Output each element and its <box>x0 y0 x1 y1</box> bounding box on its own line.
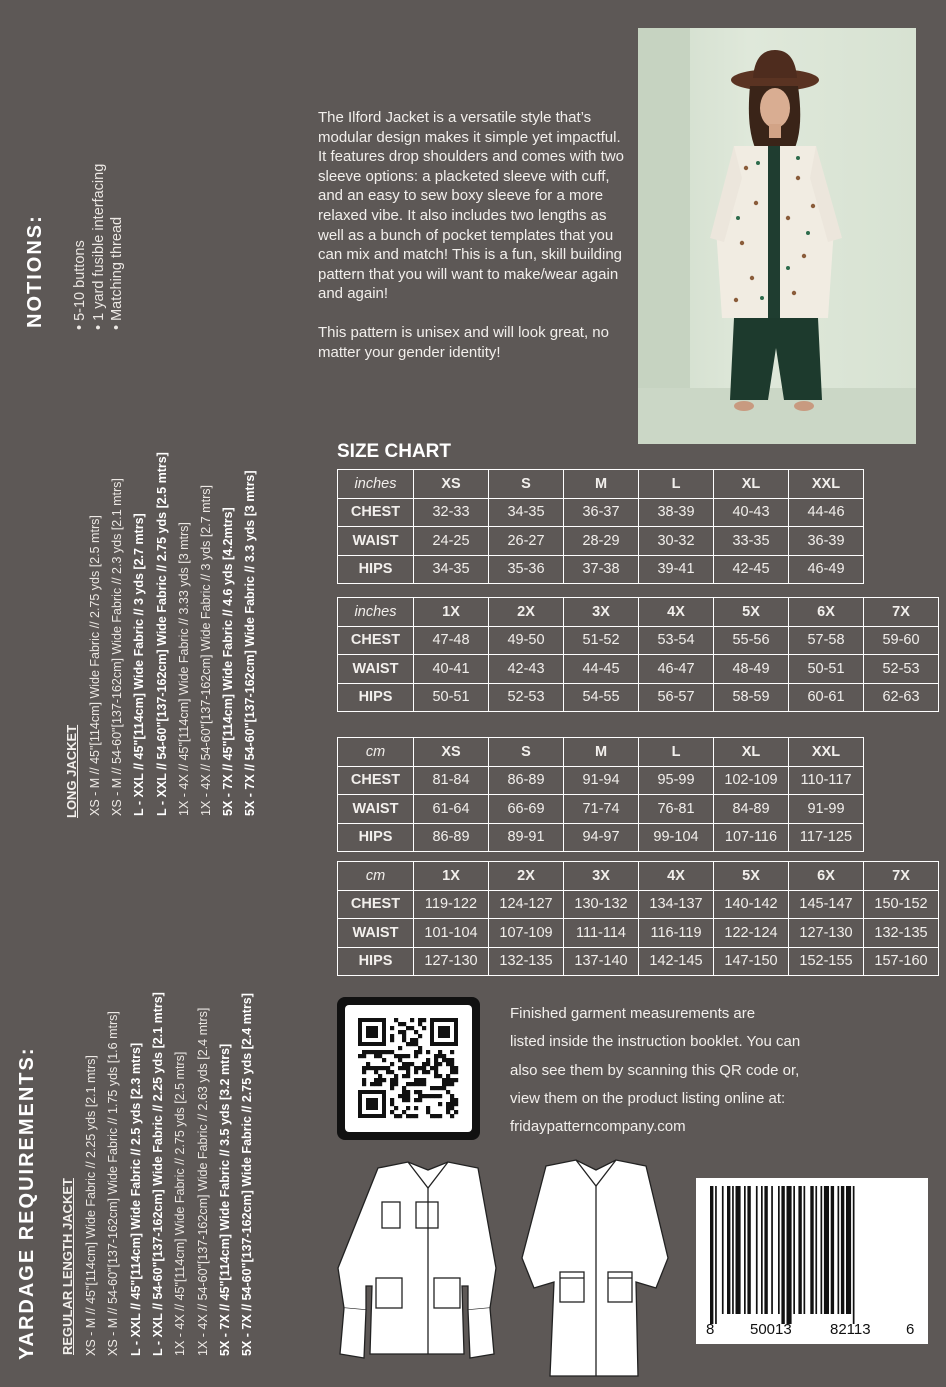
measurement-value: 76-81 <box>639 795 714 824</box>
model-photo <box>638 28 916 444</box>
measurement-value: 119-122 <box>414 890 489 919</box>
size-header: L <box>639 738 714 767</box>
measurement-value: 35-36 <box>489 555 564 584</box>
size-table <box>337 597 939 712</box>
measurement-value: 132-135 <box>489 947 564 976</box>
qr-code[interactable] <box>337 997 480 1140</box>
size-header: 4X <box>639 862 714 891</box>
measurement-value: 40-43 <box>714 498 789 527</box>
measurement-value: 101-104 <box>414 919 489 948</box>
measurement-value: 50-51 <box>414 683 489 712</box>
long-jacket-sketch <box>522 1160 668 1376</box>
long-yardage-line: 5X - 7X // 54-60"[137-162cm] Wide Fabric // 3.3 yds [3 mtrs] <box>243 470 258 816</box>
size-header: XS <box>414 738 489 767</box>
size-header: 4X <box>639 598 714 627</box>
measurement-value: 84-89 <box>714 795 789 824</box>
measurement-value: 107-109 <box>489 919 564 948</box>
barcode-digit-group-1: 50013 <box>750 1321 792 1338</box>
measurement-value: 71-74 <box>564 795 639 824</box>
size-header: 1X <box>414 598 489 627</box>
regular-yardage-line: XS - M // 45"[114cm] Wide Fabric // 2.25 yds [2.1 mtrs] <box>84 1055 98 1356</box>
measurement-value: 124-127 <box>489 890 564 919</box>
finished-measurements-note <box>510 1000 840 1141</box>
size-chart-title: SIZE CHART <box>337 441 451 462</box>
size-header: S <box>489 738 564 767</box>
measurement-value: 28-29 <box>564 527 639 556</box>
description-paragraph-1: The Ilford Jacket is a versatile style that’s modular design makes it simple yet impactful. It features drop shoulders and comes with two sleeve options: a placketed sleeve with cuff, and an easy to sew boxy sleeve for a more relaxed vibe. It also includes two lengths as well as a bunch of pocket templates that you can mix and match! This is a fun, skill building pattern that you will want to make/wear again and again! <box>318 109 624 303</box>
regular-yardage-line: 5X - 7X // 45"[114cm] Wide Fabric // 3.5 yds [3.2 mtrs] <box>217 1043 232 1356</box>
size-header: 1X <box>414 862 489 891</box>
measurement-value: 62-63 <box>864 683 939 712</box>
measurement-value: 39-41 <box>639 555 714 584</box>
size-table <box>337 737 864 852</box>
measurement-value: 107-116 <box>714 823 789 852</box>
measurement-value: 134-137 <box>639 890 714 919</box>
measurement-value: 42-45 <box>714 555 789 584</box>
unit-label: inches <box>338 470 414 499</box>
qr-pattern <box>345 1005 472 1132</box>
measurement-value: 38-39 <box>639 498 714 527</box>
size-header: 3X <box>564 862 639 891</box>
measurement-label: HIPS <box>338 947 414 976</box>
long-jacket-title: LONG JACKET <box>64 724 79 818</box>
measurement-value: 34-35 <box>489 498 564 527</box>
measurement-value: 145-147 <box>789 890 864 919</box>
size-header: 3X <box>564 598 639 627</box>
measurement-label: HIPS <box>338 555 414 584</box>
measurement-value: 46-47 <box>639 655 714 684</box>
size-header: M <box>564 738 639 767</box>
note-line: listed inside the instruction booklet. You can <box>510 1033 801 1051</box>
notion-item: • Matching thread <box>109 216 125 330</box>
measurement-value: 91-94 <box>564 766 639 795</box>
measurement-value: 132-135 <box>864 919 939 948</box>
measurement-label: CHEST <box>338 626 414 655</box>
measurement-value: 111-114 <box>564 919 639 948</box>
measurement-label: HIPS <box>338 823 414 852</box>
measurement-value: 66-69 <box>489 795 564 824</box>
size-header: 5X <box>714 862 789 891</box>
regular-yardage-line: 1X - 4X // 45"[114cm] Wide Fabric // 2.75 yds [2.5 mtrs] <box>173 1051 188 1356</box>
measurement-value: 102-109 <box>714 766 789 795</box>
measurement-label: HIPS <box>338 683 414 712</box>
measurement-label: CHEST <box>338 498 414 527</box>
measurement-value: 95-99 <box>639 766 714 795</box>
measurement-value: 86-89 <box>489 766 564 795</box>
barcode <box>696 1178 928 1344</box>
size-header: 7X <box>864 862 939 891</box>
measurement-value: 42-43 <box>489 655 564 684</box>
measurement-value: 86-89 <box>414 823 489 852</box>
note-line: also see them by scanning this QR code or, <box>510 1061 800 1079</box>
measurement-value: 56-57 <box>639 683 714 712</box>
measurement-label: WAIST <box>338 527 414 556</box>
measurement-value: 152-155 <box>789 947 864 976</box>
size-header: 7X <box>864 598 939 627</box>
measurement-label: WAIST <box>338 919 414 948</box>
measurement-value: 30-32 <box>639 527 714 556</box>
size-header: XXL <box>789 738 864 767</box>
size-header: XS <box>414 470 489 499</box>
measurement-value: 26-27 <box>489 527 564 556</box>
size-header: 6X <box>789 598 864 627</box>
measurement-value: 117-125 <box>789 823 864 852</box>
size-header: S <box>489 470 564 499</box>
measurement-value: 36-39 <box>789 527 864 556</box>
barcode-digit-check: 6 <box>906 1321 915 1338</box>
measurement-value: 60-61 <box>789 683 864 712</box>
barcode-digit-lead: 8 <box>706 1321 715 1338</box>
long-yardage-line: 1X - 4X // 45"[114cm] Wide Fabric // 3.33 yds [3 mtrs] <box>176 522 191 816</box>
measurement-value: 157-160 <box>864 947 939 976</box>
measurement-value: 51-52 <box>564 626 639 655</box>
measurement-value: 57-58 <box>789 626 864 655</box>
yardage-heading: YARDAGE REQUIREMENTS: <box>16 1046 38 1360</box>
measurement-value: 44-46 <box>789 498 864 527</box>
measurement-value: 52-53 <box>864 655 939 684</box>
measurement-label: WAIST <box>338 655 414 684</box>
unit-label: inches <box>338 598 414 627</box>
measurement-value: 140-142 <box>714 890 789 919</box>
measurement-value: 32-33 <box>414 498 489 527</box>
pattern-description <box>318 108 628 362</box>
measurement-value: 36-37 <box>564 498 639 527</box>
notion-item: • 5-10 buttons <box>72 240 88 330</box>
measurement-label: CHEST <box>338 890 414 919</box>
measurement-value: 110-117 <box>789 766 864 795</box>
size-table <box>337 469 864 584</box>
measurement-value: 127-130 <box>414 947 489 976</box>
measurement-value: 52-53 <box>489 683 564 712</box>
measurement-value: 54-55 <box>564 683 639 712</box>
notions-heading: NOTIONS: <box>24 214 46 328</box>
regular-yardage-line: L - XXL // 45"[114cm] Wide Fabric // 2.5 yds [2.3 mtrs] <box>128 1042 143 1356</box>
long-yardage-line: L - XXL // 45"[114cm] Wide Fabric // 3 yds [2.7 mtrs] <box>132 513 147 816</box>
measurement-value: 46-49 <box>789 555 864 584</box>
regular-yardage-line: XS - M // 54-60"[137-162cm] Wide Fabric // 1.75 yds [1.6 mtrs] <box>106 1011 121 1356</box>
size-header: 2X <box>489 598 564 627</box>
barcode-digit-group-2: 82113 <box>830 1321 871 1338</box>
regular-yardage-line: 1X - 4X // 54-60"[137-162cm] Wide Fabric // 2.63 yds [2.4 mtrs] <box>195 1007 210 1356</box>
measurement-value: 150-152 <box>864 890 939 919</box>
measurement-value: 122-124 <box>714 919 789 948</box>
regular-length-title: REGULAR LENGTH JACKET <box>60 1178 75 1355</box>
regular-yardage-line: 5X - 7X // 54-60"[137-162cm] Wide Fabric // 2.75 yds [2.4 mtrs] <box>240 993 255 1356</box>
measurement-value: 49-50 <box>489 626 564 655</box>
measurement-label: WAIST <box>338 795 414 824</box>
measurement-value: 47-48 <box>414 626 489 655</box>
measurement-value: 127-130 <box>789 919 864 948</box>
long-yardage-line: XS - M // 54-60"[137-162cm] Wide Fabric // 2.3 yds [2.1 mtrs] <box>110 478 125 816</box>
measurement-value: 116-119 <box>639 919 714 948</box>
measurement-value: 37-38 <box>564 555 639 584</box>
measurement-value: 55-56 <box>714 626 789 655</box>
measurement-value: 91-99 <box>789 795 864 824</box>
notion-item: • 1 yard fusible interfacing <box>90 163 107 330</box>
size-header: XL <box>714 470 789 499</box>
size-header: 2X <box>489 862 564 891</box>
description-paragraph-2: This pattern is unisex and will look great, no matter your gender identity! <box>318 323 609 361</box>
technical-flats <box>318 1158 688 1385</box>
measurement-value: 33-35 <box>714 527 789 556</box>
measurement-value: 61-64 <box>414 795 489 824</box>
size-header: 5X <box>714 598 789 627</box>
size-header: 6X <box>789 862 864 891</box>
size-header: XL <box>714 738 789 767</box>
long-yardage-line: XS - M // 45"[114cm] Wide Fabric // 2.75 yds [2.5 mtrs] <box>88 515 102 816</box>
measurement-value: 44-45 <box>564 655 639 684</box>
measurement-value: 59-60 <box>864 626 939 655</box>
measurement-value: 50-51 <box>789 655 864 684</box>
measurement-value: 48-49 <box>714 655 789 684</box>
unit-label: cm <box>338 738 414 767</box>
regular-yardage-line: L - XXL // 54-60"[137-162cm] Wide Fabric // 2.25 yds [2.1 mtrs] <box>150 992 165 1356</box>
measurement-value: 81-84 <box>414 766 489 795</box>
note-line: Finished garment measurements are <box>510 1005 756 1022</box>
unit-label: cm <box>338 862 414 891</box>
size-header: L <box>639 470 714 499</box>
measurement-value: 142-145 <box>639 947 714 976</box>
size-header: XXL <box>789 470 864 499</box>
note-line: view them on the product listing online at: <box>510 1089 786 1107</box>
note-line[interactable]: fridaypatterncompany.com <box>510 1118 686 1136</box>
long-yardage-line: 1X - 4X // 54-60"[137-162cm] Wide Fabric // 3 yds [2.7 mtrs] <box>199 485 213 816</box>
measurement-value: 99-104 <box>639 823 714 852</box>
measurement-value: 24-25 <box>414 527 489 556</box>
size-table <box>337 861 939 976</box>
measurement-value: 130-132 <box>564 890 639 919</box>
measurement-value: 40-41 <box>414 655 489 684</box>
measurement-value: 89-91 <box>489 823 564 852</box>
measurement-value: 58-59 <box>714 683 789 712</box>
long-yardage-line: 5X - 7X // 45"[114cm] Wide Fabric // 4.6 yds [4.2mtrs] <box>221 507 236 816</box>
measurement-value: 137-140 <box>564 947 639 976</box>
measurement-value: 34-35 <box>414 555 489 584</box>
measurement-value: 94-97 <box>564 823 639 852</box>
regular-jacket-sketch <box>338 1162 496 1358</box>
measurement-label: CHEST <box>338 766 414 795</box>
measurement-value: 53-54 <box>639 626 714 655</box>
long-yardage-line: L - XXL // 54-60"[137-162cm] Wide Fabric // 2.75 yds [2.5 mtrs] <box>154 452 169 816</box>
size-header: M <box>564 470 639 499</box>
measurement-value: 147-150 <box>714 947 789 976</box>
